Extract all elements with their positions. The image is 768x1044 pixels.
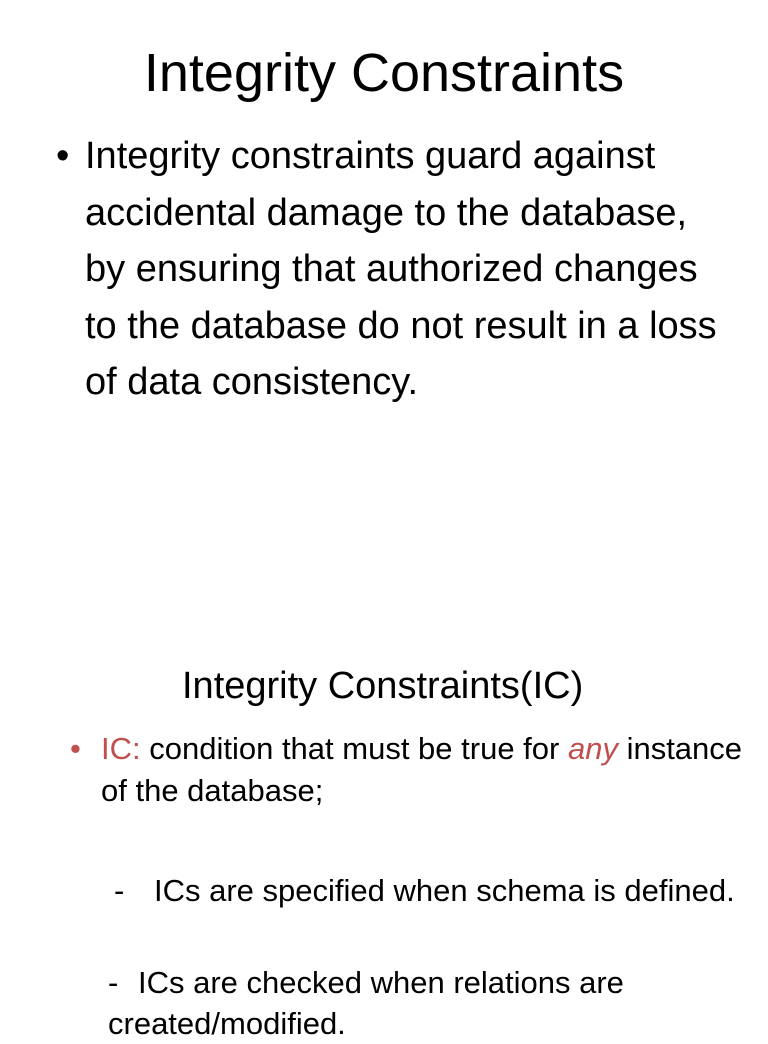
- sub-point-checked: [108, 962, 748, 1044]
- definition-part: condition that must be true for: [140, 731, 568, 766]
- ic-definition-text: [70, 728, 750, 812]
- slide-title: Integrity Constraints: [143, 43, 625, 103]
- sub-point-specified: [72, 870, 752, 911]
- emphasis-any: any: [567, 731, 618, 766]
- bullet-dot-icon: •: [56, 135, 70, 177]
- slide-title-ic: Integrity Constraints(IC): [182, 665, 584, 707]
- ic-term: IC:: [101, 731, 141, 766]
- bullet-item: [56, 128, 736, 411]
- definition-part: instance of the database;: [101, 731, 743, 808]
- ic-definition-bullet: [70, 728, 750, 812]
- dash-marker: -: [108, 965, 119, 1000]
- sub-point-text: ICs are specified when schema is defined.: [154, 873, 735, 908]
- bullet-text: Integrity constraints guard against accidental damage to the database, by ensuring that authorized changes to the database do not result in a loss of data consistency.: [85, 135, 717, 403]
- bullet-dot-icon: •: [70, 731, 81, 766]
- dash-marker: -: [114, 873, 125, 908]
- sub-point-text: ICs are checked when relations are created/modified.: [108, 965, 624, 1041]
